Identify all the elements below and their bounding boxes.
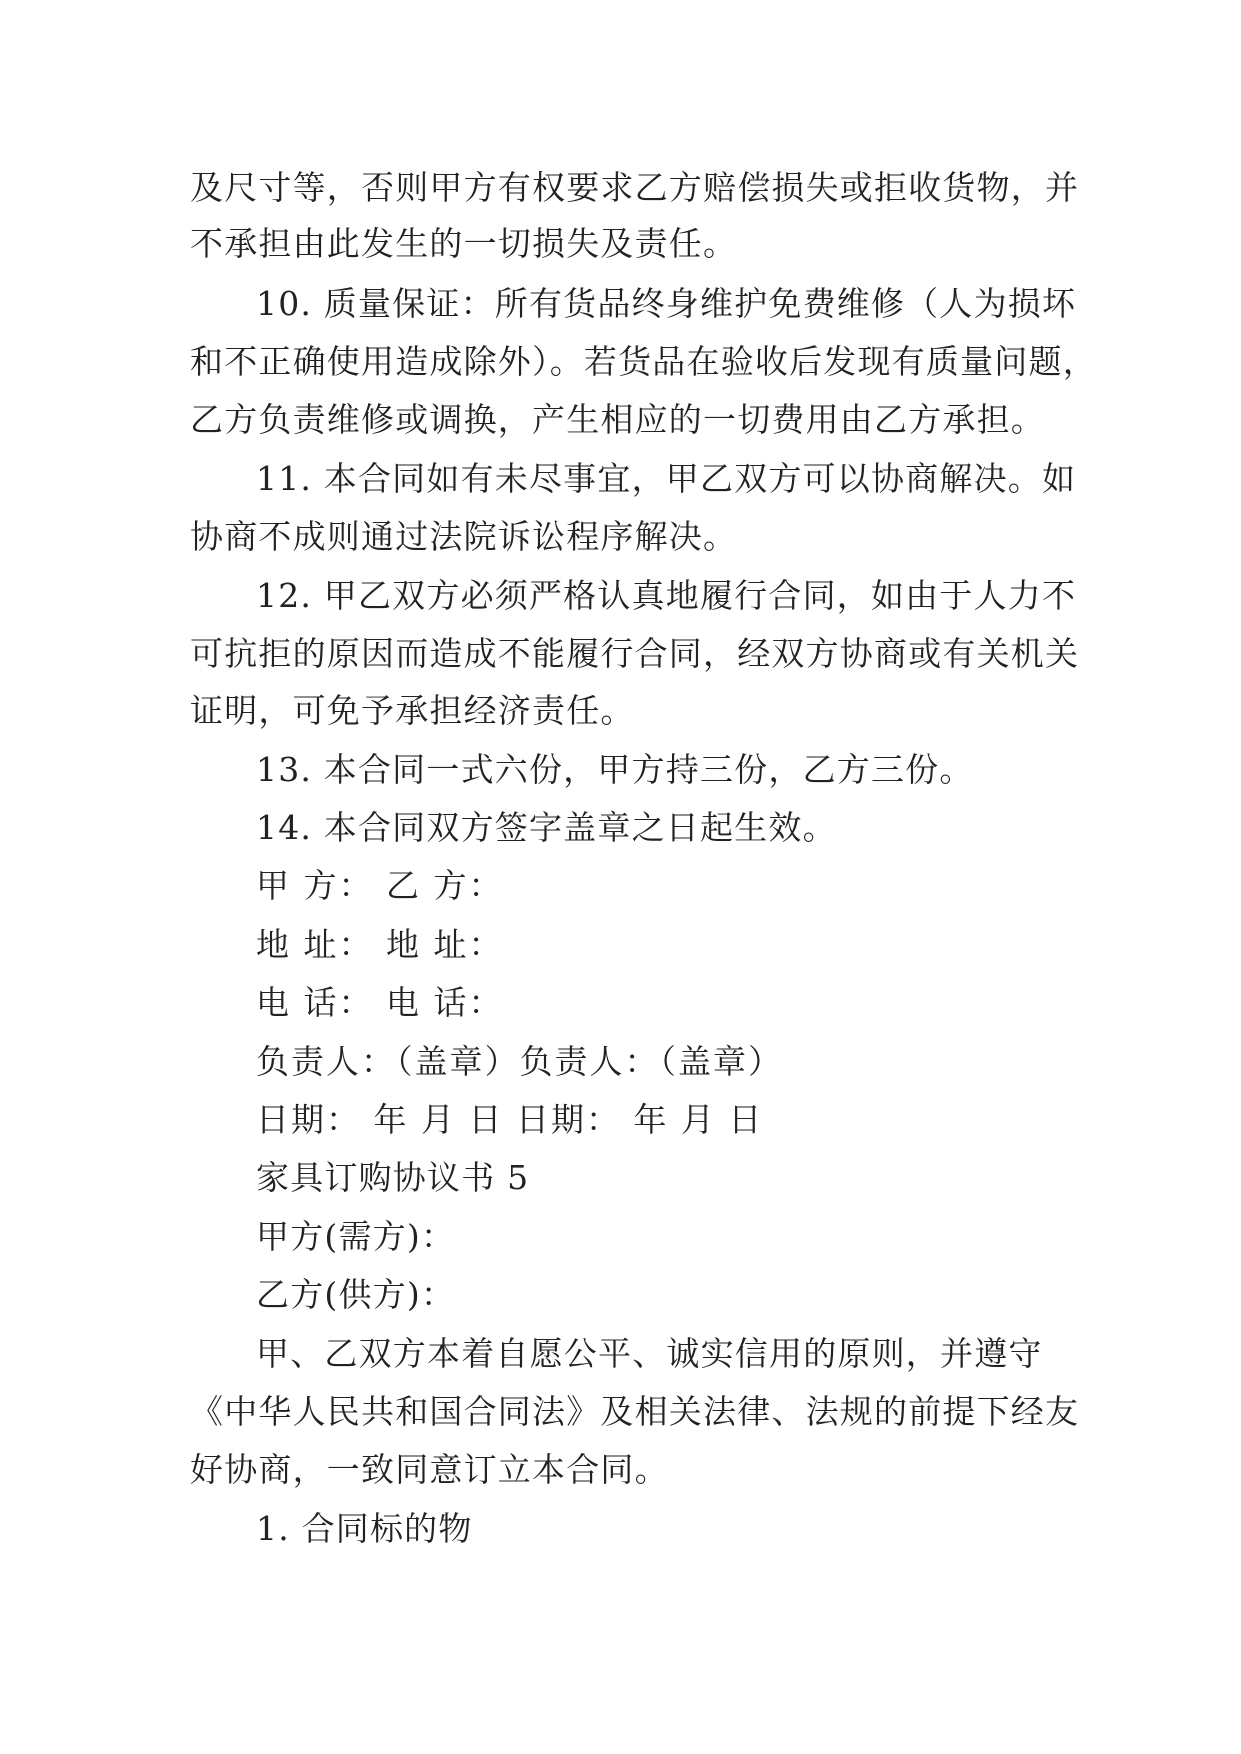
paragraph-line: 证明，可免予承担经济责任。 [190, 691, 635, 730]
clause-14-line: 14. 本合同双方签字盖章之日起生效。 [256, 808, 837, 847]
clause-11-line: 11. 本合同如有未尽事宜，甲乙双方可以协商解决。如 [256, 459, 1077, 498]
preamble-line: 甲、乙双方本着自愿公平、诚实信用的原则，并遵守 [256, 1334, 1043, 1373]
paragraph-line: 好协商，一致同意订立本合同。 [190, 1450, 669, 1489]
paragraph-line: 和不正确使用造成除外）。若货品在验收后发现有质量问题， [190, 342, 1097, 381]
responsible-person-line: 负责人：（盖章）负责人：（盖章） [256, 1042, 783, 1081]
date-line: 日期： 年 月 日 日期： 年 月 日 [256, 1100, 764, 1139]
paragraph-line: 协商不成则通过法院诉讼程序解决。 [190, 517, 738, 556]
party-b-line: 乙方(供方)： [256, 1275, 456, 1314]
clause-1-heading: 1. 合同标的物 [256, 1509, 473, 1548]
paragraph-line: 可抗拒的原因而造成不能履行合同，经双方协商或有关机关 [190, 634, 1080, 673]
paragraph-line: 乙方负责维修或调换，产生相应的一切费用由乙方承担。 [190, 400, 1045, 439]
phone-line: 电 话： 电 话： [256, 983, 504, 1022]
party-names-line: 甲 方： 乙 方： [256, 866, 504, 905]
clause-10-line: 10. 质量保证：所有货品终身维护免费维修（人为损坏 [256, 284, 1077, 323]
party-a-line: 甲方(需方)： [256, 1217, 456, 1256]
address-line: 地 址： 地 址： [256, 925, 504, 964]
section-title: 家具订购协议书 5 [256, 1158, 530, 1197]
paragraph-line: 及尺寸等，否则甲方有权要求乙方赔偿损失或拒收货物，并 [190, 168, 1080, 207]
clause-12-line: 12. 甲乙双方必须严格认真地履行合同，如由于人力不 [256, 576, 1077, 615]
clause-13-line: 13. 本合同一式六份，甲方持三份，乙方三份。 [256, 750, 974, 789]
paragraph-line: 不承担由此发生的一切损失及责任。 [190, 224, 738, 263]
paragraph-line: 《中华人民共和国合同法》及相关法律、法规的前提下经友 [190, 1392, 1080, 1431]
